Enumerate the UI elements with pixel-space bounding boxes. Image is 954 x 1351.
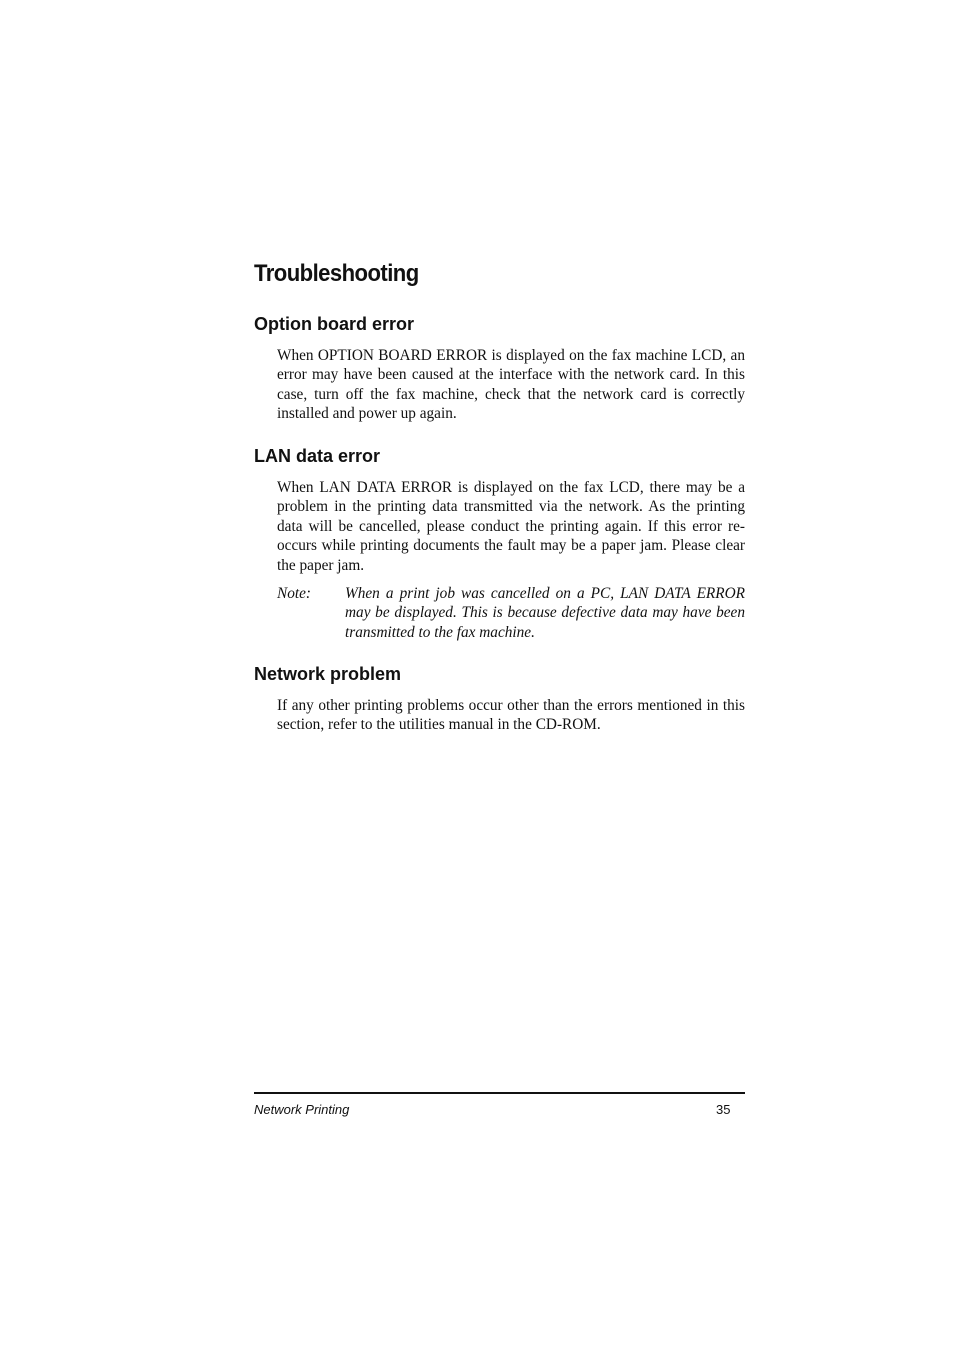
section-body-option-board-error: When OPTION BOARD ERROR is displayed on the fax machine LCD, an error may have been caused at the interface with the network card. In this case, turn off the fax machine, check that the network card is correctly installed and power up again. <box>277 347 745 423</box>
section-heading-option-board-error: Option board error <box>254 314 415 334</box>
section-heading-network-problem: Network problem <box>254 664 402 684</box>
page-title: Troubleshooting <box>254 260 419 287</box>
section-heading-lan-data-error: LAN data error <box>254 446 381 466</box>
note-label: Note: <box>277 585 311 602</box>
page-number: 35 <box>716 1102 731 1117</box>
footer-document-title: Network Printing <box>254 1102 350 1117</box>
footer-divider <box>254 1092 745 1094</box>
section-body-lan-data-error: When LAN DATA ERROR is displayed on the fax LCD, there may be a problem in the printing data transmitted via the network. As the printing data will be cancelled, please conduct the printing again. If this error re-occurs while printing documents the fault may be a paper jam. Please clear the paper jam. <box>277 479 745 574</box>
section-body-network-problem: If any other printing problems occur other than the errors mentioned in this section, refer to the utilities manual in the CD-ROM. <box>277 697 745 734</box>
note-text: When a print job was cancelled on a PC, LAN DATA ERROR may be displayed. This is because defective data may have been transmitted to the fax machine. <box>345 585 745 641</box>
note-block <box>277 584 745 642</box>
